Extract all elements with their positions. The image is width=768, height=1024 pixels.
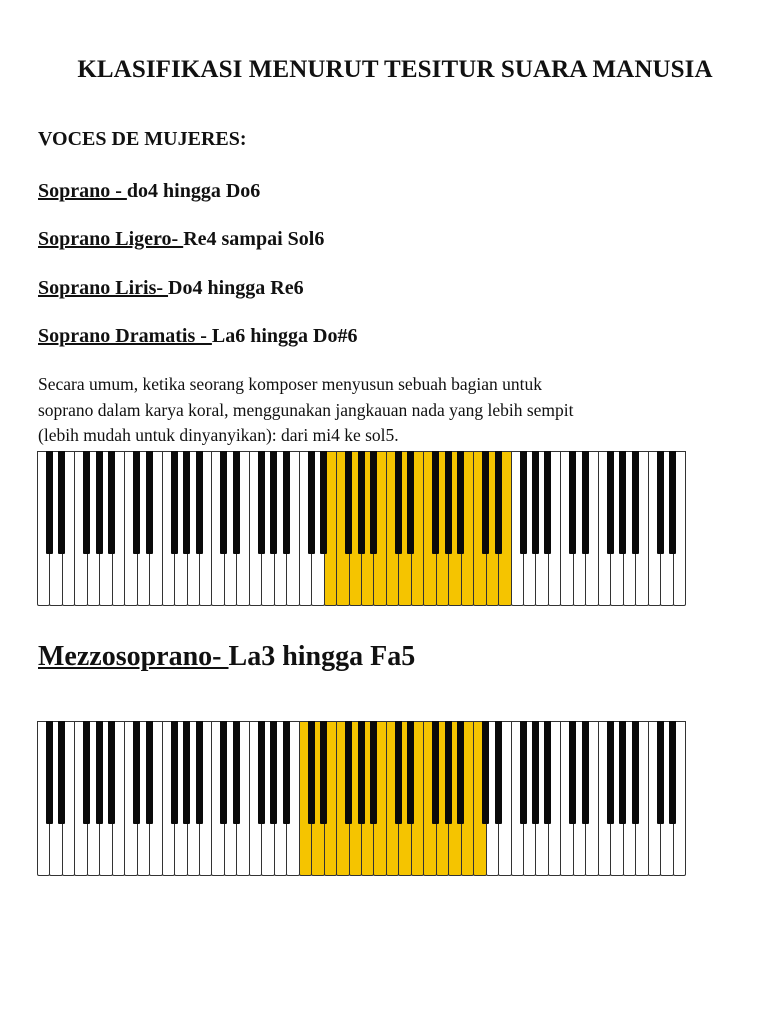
voice-range: La6 hingga Do#6 — [211, 325, 358, 347]
black-key — [220, 721, 227, 824]
black-key — [196, 721, 203, 824]
black-key — [283, 451, 290, 554]
black-key — [133, 451, 140, 554]
black-key — [283, 721, 290, 824]
voice-name: Mezzosoprano- — [38, 641, 229, 672]
black-key — [532, 721, 539, 824]
black-key — [58, 451, 65, 554]
voice-range: Re4 sampai Sol6 — [183, 228, 325, 250]
black-key — [258, 721, 265, 824]
piano-keyboard-soprano — [37, 451, 685, 608]
black-key — [345, 721, 352, 824]
voice-row-soprano — [38, 180, 260, 203]
black-key — [83, 451, 90, 554]
voice-name: Soprano Ligero- — [38, 228, 184, 250]
voice-range: La3 hingga Fa5 — [228, 641, 416, 672]
black-key — [669, 451, 676, 554]
black-key — [569, 451, 576, 554]
black-key — [358, 451, 365, 554]
black-key — [544, 451, 551, 554]
black-key — [308, 451, 315, 554]
black-key — [108, 451, 115, 554]
black-key — [407, 451, 414, 554]
page-title: KLASIFIKASI MENURUT TESITUR SUARA MANUSIA — [77, 56, 713, 83]
voice-name: Soprano Dramatis - — [38, 325, 212, 347]
black-key — [632, 451, 639, 554]
voice-name: Soprano - — [38, 180, 127, 202]
black-key — [432, 721, 439, 824]
paragraph-line: soprano dalam karya koral, menggunakan jangkauan nada yang lebih sempit — [38, 399, 574, 420]
black-key — [370, 451, 377, 554]
black-key — [607, 451, 614, 554]
black-key — [171, 451, 178, 554]
black-key — [582, 451, 589, 554]
voice-name: Soprano Liris- — [38, 277, 169, 299]
black-key — [220, 451, 227, 554]
black-key — [96, 721, 103, 824]
piano-keyboard-mezzosoprano — [37, 721, 685, 878]
black-key — [358, 721, 365, 824]
black-key — [96, 451, 103, 554]
black-key — [320, 721, 327, 824]
black-key — [83, 721, 90, 824]
voice-row-soprano-liris — [38, 277, 304, 300]
paragraph-line: (lebih mudah untuk dinyanyikan): dari mi4 ke sol5. — [38, 425, 399, 445]
black-key — [270, 721, 277, 824]
black-key — [632, 721, 639, 824]
black-key — [395, 451, 402, 554]
black-key — [582, 721, 589, 824]
black-key — [482, 451, 489, 554]
black-key — [495, 721, 502, 824]
black-key — [520, 721, 527, 824]
black-key — [196, 451, 203, 554]
black-key — [58, 721, 65, 824]
black-key — [432, 451, 439, 554]
black-key — [520, 451, 527, 554]
black-key — [233, 721, 240, 824]
black-key — [270, 451, 277, 554]
black-key — [345, 451, 352, 554]
mezzo-heading — [38, 641, 415, 673]
black-key — [108, 721, 115, 824]
section-heading: VOCES DE MUJERES: — [38, 128, 247, 150]
black-key — [407, 721, 414, 824]
black-key — [146, 451, 153, 554]
black-key — [183, 721, 190, 824]
black-key — [133, 721, 140, 824]
black-key — [457, 721, 464, 824]
black-key — [445, 451, 452, 554]
black-key — [457, 451, 464, 554]
black-key — [233, 451, 240, 554]
voice-row-soprano-ligero — [38, 228, 324, 251]
black-key — [619, 721, 626, 824]
voice-row-soprano-dramatis — [38, 325, 357, 348]
black-key — [544, 721, 551, 824]
voice-range: Do4 hingga Re6 — [168, 277, 304, 299]
black-key — [395, 721, 402, 824]
black-key — [46, 451, 53, 554]
black-key — [607, 721, 614, 824]
black-key — [569, 721, 576, 824]
black-key — [495, 451, 502, 554]
black-key — [482, 721, 489, 824]
black-key — [183, 451, 190, 554]
black-key — [171, 721, 178, 824]
black-key — [46, 721, 53, 824]
black-key — [619, 451, 626, 554]
black-key — [669, 721, 676, 824]
black-key — [445, 721, 452, 824]
voice-range: do4 hingga Do6 — [126, 180, 261, 202]
black-key — [657, 451, 664, 554]
black-key — [320, 451, 327, 554]
black-key — [657, 721, 664, 824]
black-key — [370, 721, 377, 824]
paragraph-line: Secara umum, ketika seorang komposer menyusun sebuah bagian untuk — [38, 374, 542, 394]
black-key — [532, 451, 539, 554]
black-key — [308, 721, 315, 824]
black-key — [146, 721, 153, 824]
black-key — [258, 451, 265, 554]
description-paragraph — [38, 372, 738, 449]
